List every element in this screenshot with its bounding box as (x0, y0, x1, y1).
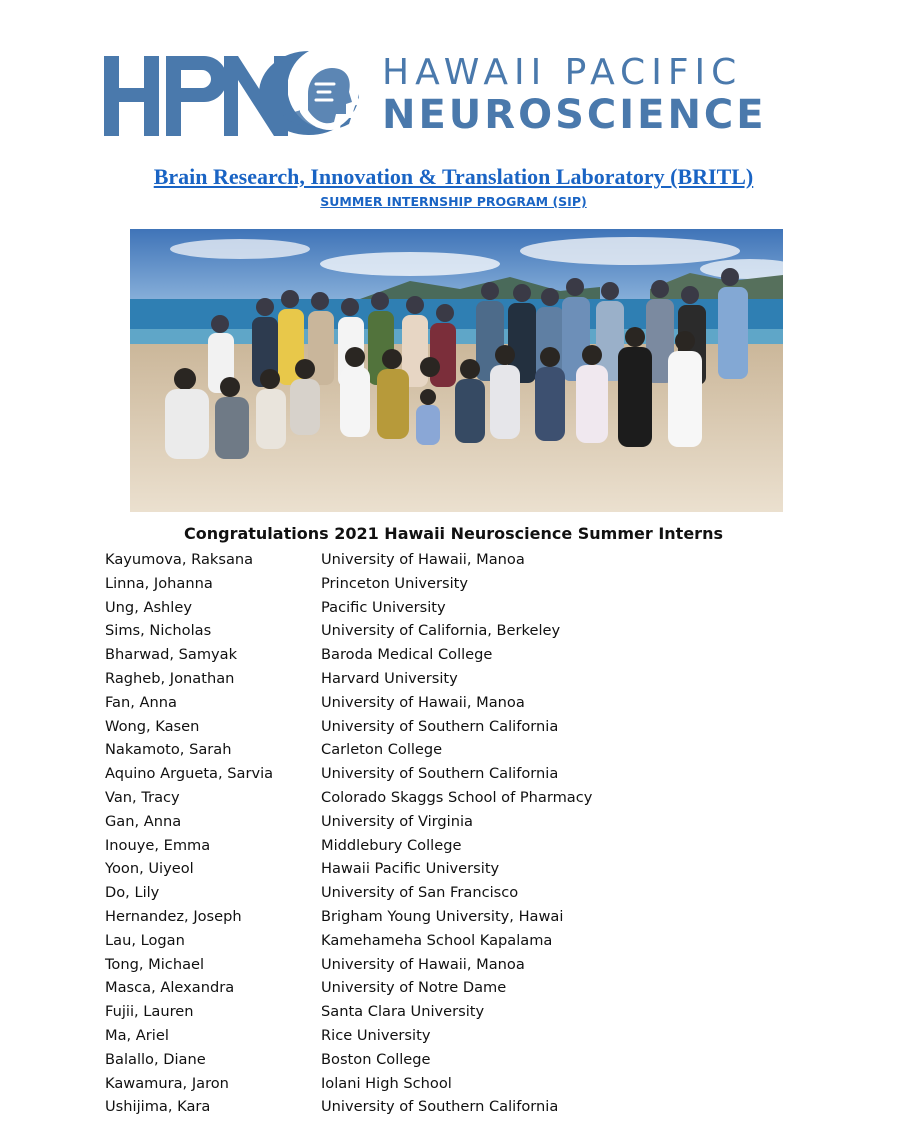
intern-school: University of Hawaii, Manoa (321, 551, 525, 568)
intern-school: Pacific University (321, 598, 446, 616)
intern-name: Inouye, Emma (105, 836, 211, 854)
intern-row (105, 1000, 805, 1024)
intern-school: University of Southern California (321, 717, 559, 735)
intern-row (105, 786, 805, 810)
intern-name: Gan, Anna (105, 812, 182, 830)
intern-row (105, 691, 805, 715)
intern-name: Fan, Anna (105, 693, 177, 711)
intern-school: University of Southern California (321, 1098, 559, 1116)
intern-school: University of Hawaii, Manoa (321, 955, 525, 973)
intern-name: Nakamoto, Sarah (105, 741, 232, 759)
intern-school: University of California, Berkeley (321, 622, 561, 640)
intern-row (105, 929, 805, 953)
intern-school: Carleton College (321, 741, 443, 759)
intern-name: Van, Tracy (105, 788, 180, 806)
intern-row (105, 596, 805, 620)
intern-row (105, 1095, 805, 1119)
intern-school: Iolani High School (321, 1074, 452, 1092)
intern-school: University of San Francisco (321, 884, 519, 902)
intern-school: Santa Clara University (321, 1003, 485, 1021)
intern-name: Yoon, Uiyeol (105, 860, 194, 878)
intern-row (105, 572, 805, 596)
intern-name: Ragheb, Jonathan (105, 669, 235, 687)
intern-row (105, 1024, 805, 1048)
intern-row (105, 881, 805, 905)
intern-row (105, 762, 805, 786)
intern-name: Hernandez, Joseph (105, 907, 242, 925)
intern-name: Kayumova, Raksana (105, 551, 254, 568)
intern-row (105, 834, 805, 858)
intern-school: Colorado Skaggs School of Pharmacy (321, 788, 593, 806)
intern-name: Lau, Logan (105, 931, 185, 949)
intern-name: Do, Lily (105, 884, 160, 902)
intern-school: Middlebury College (321, 836, 462, 854)
intern-row (105, 953, 805, 977)
intern-name: Ma, Ariel (105, 1026, 169, 1044)
intern-school: University of Southern California (321, 765, 559, 783)
intern-row (105, 810, 805, 834)
intern-school: Rice University (321, 1026, 431, 1044)
intern-row (105, 857, 805, 881)
intern-school: Princeton University (321, 574, 469, 592)
intern-name: Bharwad, Samyak (105, 646, 238, 664)
logo-text-line1: HAWAII PACIFIC (382, 52, 743, 93)
intern-name: Masca, Alexandra (105, 979, 235, 997)
intern-row (105, 715, 805, 739)
intern-name: Kawamura, Jaron (105, 1074, 229, 1092)
intern-name: Tong, Michael (105, 955, 205, 973)
intern-school: University of Virginia (321, 812, 473, 830)
logo-text-line2: NEUROSCIENCE (382, 92, 767, 138)
intern-row (105, 548, 805, 572)
group-photo (130, 229, 783, 512)
intern-name: Fujii, Lauren (105, 1003, 194, 1021)
intern-school: Brigham Young University, Hawai (321, 907, 564, 925)
intern-name: Ushijima, Kara (105, 1098, 211, 1116)
intern-school: University of Hawaii, Manoa (321, 693, 525, 711)
intern-school: University of Notre Dame (321, 979, 507, 997)
intern-row (105, 738, 805, 762)
lab-title-link[interactable]: Brain Research, Innovation & Translation Laboratory (BRITL) (153, 164, 754, 189)
intern-row (105, 643, 805, 667)
intern-school: Harvard University (321, 669, 458, 687)
intern-name: Balallo, Diane (105, 1050, 206, 1068)
intern-name: Ung, Ashley (105, 598, 192, 616)
intern-name: Wong, Kasen (105, 717, 200, 735)
intern-row (105, 667, 805, 691)
intern-name: Aquino Argueta, Sarvia (105, 765, 274, 783)
intern-row (105, 1048, 805, 1072)
hpn-logo (104, 46, 788, 142)
intern-school: Boston College (321, 1050, 431, 1068)
intern-row (105, 905, 805, 929)
congratulations-heading: Congratulations 2021 Hawaii Neuroscience Summer Interns (184, 524, 723, 543)
intern-school: Kamehameha School Kapalama (321, 931, 553, 949)
intern-school: Hawaii Pacific University (321, 860, 500, 878)
intern-name: Linna, Johanna (105, 574, 213, 592)
intern-roster (105, 548, 805, 1119)
intern-row (105, 1072, 805, 1096)
intern-row (105, 976, 805, 1000)
intern-row (105, 619, 805, 643)
intern-school: Baroda Medical College (321, 646, 493, 664)
intern-name: Sims, Nicholas (105, 622, 212, 640)
program-title-link[interactable]: SUMMER INTERNSHIP PROGRAM (SIP) (320, 194, 587, 209)
